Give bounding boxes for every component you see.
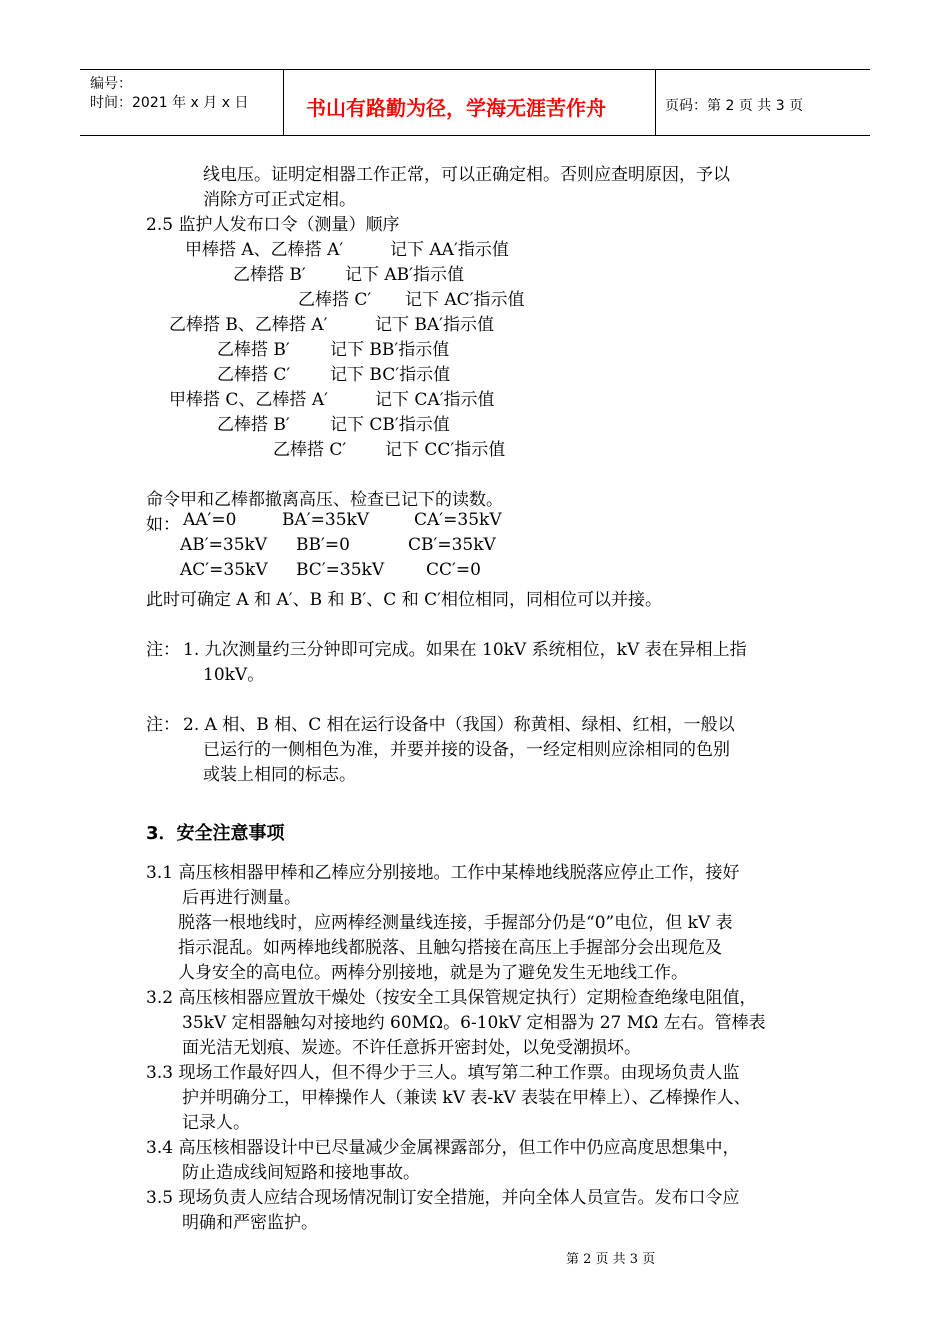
reading-value: AB′=35kV xyxy=(180,535,268,555)
note-line: 或装上相同的标志。 xyxy=(203,765,356,785)
safety-item-line: 记录人。 xyxy=(182,1113,250,1133)
note-prefix: 注： xyxy=(146,640,180,660)
step-record: 记下 BA′指示值 xyxy=(375,315,495,335)
step-action: 乙棒搭 C′ xyxy=(273,440,347,460)
safety-item-line: 防止造成线间短路和接地事故。 xyxy=(182,1163,420,1183)
step-record: 记下 CA′指示值 xyxy=(375,390,495,410)
section-2-5-title: 2.5 监护人发布口令（测量）顺序 xyxy=(146,215,400,235)
safety-item-line: 后再进行测量。 xyxy=(182,888,301,908)
reading-value: AC′=35kV xyxy=(180,560,268,580)
reading-value: AA′=0 xyxy=(183,510,237,530)
step-action: 乙棒搭 B′ xyxy=(217,415,290,435)
step-action: 乙棒搭 B′ xyxy=(217,340,290,360)
intro-line-1: 线电压。证明定相器工作正常，可以正确定相。否则应查明原因，予以 xyxy=(203,165,730,185)
header-divider-right xyxy=(655,69,656,135)
header-divider-left xyxy=(283,69,284,135)
step-action: 甲棒搭 A、乙棒搭 A′ xyxy=(185,240,344,260)
safety-item-line: 明确和严密监护。 xyxy=(182,1213,318,1233)
step-action: 乙棒搭 B′ xyxy=(233,265,306,285)
reading-value: BB′=0 xyxy=(296,535,350,555)
header-time: 时间：2021 年 x 月 x 日 xyxy=(90,95,249,111)
step-record: 记下 AC′指示值 xyxy=(405,290,525,310)
header-motto: 书山有路勤为径，学海无涯苦作舟 xyxy=(306,96,606,120)
note-line: 1. 九次测量约三分钟即可完成。如果在 10kV 系统相位，kV 表在异相上指 xyxy=(183,640,747,660)
header-bottom-rule xyxy=(80,135,870,136)
safety-item-line: 人身安全的高电位。两棒分别接地，就是为了避免发生无地线工作。 xyxy=(178,963,688,983)
step-action: 乙棒搭 B、乙棒搭 A′ xyxy=(169,315,328,335)
safety-item-line: 护并明确分工，甲棒操作人（兼读 kV 表-kV 表装在甲棒上）、乙棒操作人、 xyxy=(182,1088,751,1108)
conclusion-text: 此时可确定 A 和 A′、B 和 B′、C 和 C′相位相同，同相位可以并接。 xyxy=(146,590,662,610)
step-record: 记下 BC′指示值 xyxy=(330,365,451,385)
safety-item-line: 35kV 定相器触勾对接地约 60MΩ。6-10kV 定相器为 27 MΩ 左右。管棒表 xyxy=(182,1013,766,1033)
section-3-title: 3．安全注意事项 xyxy=(146,823,285,844)
safety-item-line: 面光洁无划痕、炭迹。不许任意拆开密封处，以免受潮损坏。 xyxy=(182,1038,641,1058)
safety-item-line: 指示混乱。如两棒地线都脱落、且触勾搭接在高压上手握部分会出现危及 xyxy=(178,938,722,958)
header-page-number: 页码：第 2 页 共 3 页 xyxy=(665,98,804,114)
safety-item-line: 3.2 高压核相器应置放干燥处（按安全工具保管规定执行）定期检查绝缘电阻值， xyxy=(146,988,757,1008)
step-record: 记下 BB′指示值 xyxy=(330,340,450,360)
step-record: 记下 CC′指示值 xyxy=(385,440,506,460)
step-record: 记下 AA′指示值 xyxy=(390,240,509,260)
page-footer: 第 2 页 共 3 页 xyxy=(566,1252,656,1267)
note-prefix: 注： xyxy=(146,715,180,735)
safety-item-line: 3.5 现场负责人应结合现场情况制订安全措施，并向全体人员宣告。发布口令应 xyxy=(146,1188,740,1208)
reading-value: CB′=35kV xyxy=(408,535,496,555)
step-action: 乙棒搭 C′ xyxy=(298,290,372,310)
safety-item-line: 脱落一根地线时，应两棒经测量线连接，手握部分仍是“0”电位，但 kV 表 xyxy=(178,913,733,933)
command-text: 命令甲和乙棒都撤离高压、检查已记下的读数。 xyxy=(146,490,503,510)
intro-line-2: 消除方可正式定相。 xyxy=(203,190,356,210)
header-serial: 编号： xyxy=(90,76,132,92)
safety-item-line: 3.1 高压核相器甲棒和乙棒应分别接地。工作中某棒地线脱落应停止工作，接好 xyxy=(146,863,740,883)
step-record: 记下 CB′指示值 xyxy=(330,415,450,435)
step-action: 甲棒搭 C、乙棒搭 A′ xyxy=(169,390,328,410)
safety-item-line: 3.4 高压核相器设计中已尽量减少金属裸露部分，但工作中仍应高度思想集中， xyxy=(146,1138,740,1158)
reading-value: CA′=35kV xyxy=(414,510,502,530)
reading-value: BC′=35kV xyxy=(296,560,385,580)
example-prefix: 如： xyxy=(146,515,180,535)
step-action: 乙棒搭 C′ xyxy=(217,365,291,385)
note-line: 10kV。 xyxy=(203,665,265,685)
reading-value: BA′=35kV xyxy=(282,510,370,530)
note-line: 2. A 相、B 相、C 相在运行设备中（我国）称黄相、绿相、红相，一般以 xyxy=(183,715,735,735)
safety-item-line: 3.3 现场工作最好四人，但不得少于三人。填写第二种工作票。由现场负责人监 xyxy=(146,1063,740,1083)
reading-value: CC′=0 xyxy=(426,560,481,580)
header-top-rule xyxy=(80,69,870,70)
note-line: 已运行的一侧相色为准，并要并接的设备，一经定相则应涂相同的色别 xyxy=(203,740,730,760)
step-record: 记下 AB′指示值 xyxy=(345,265,465,285)
